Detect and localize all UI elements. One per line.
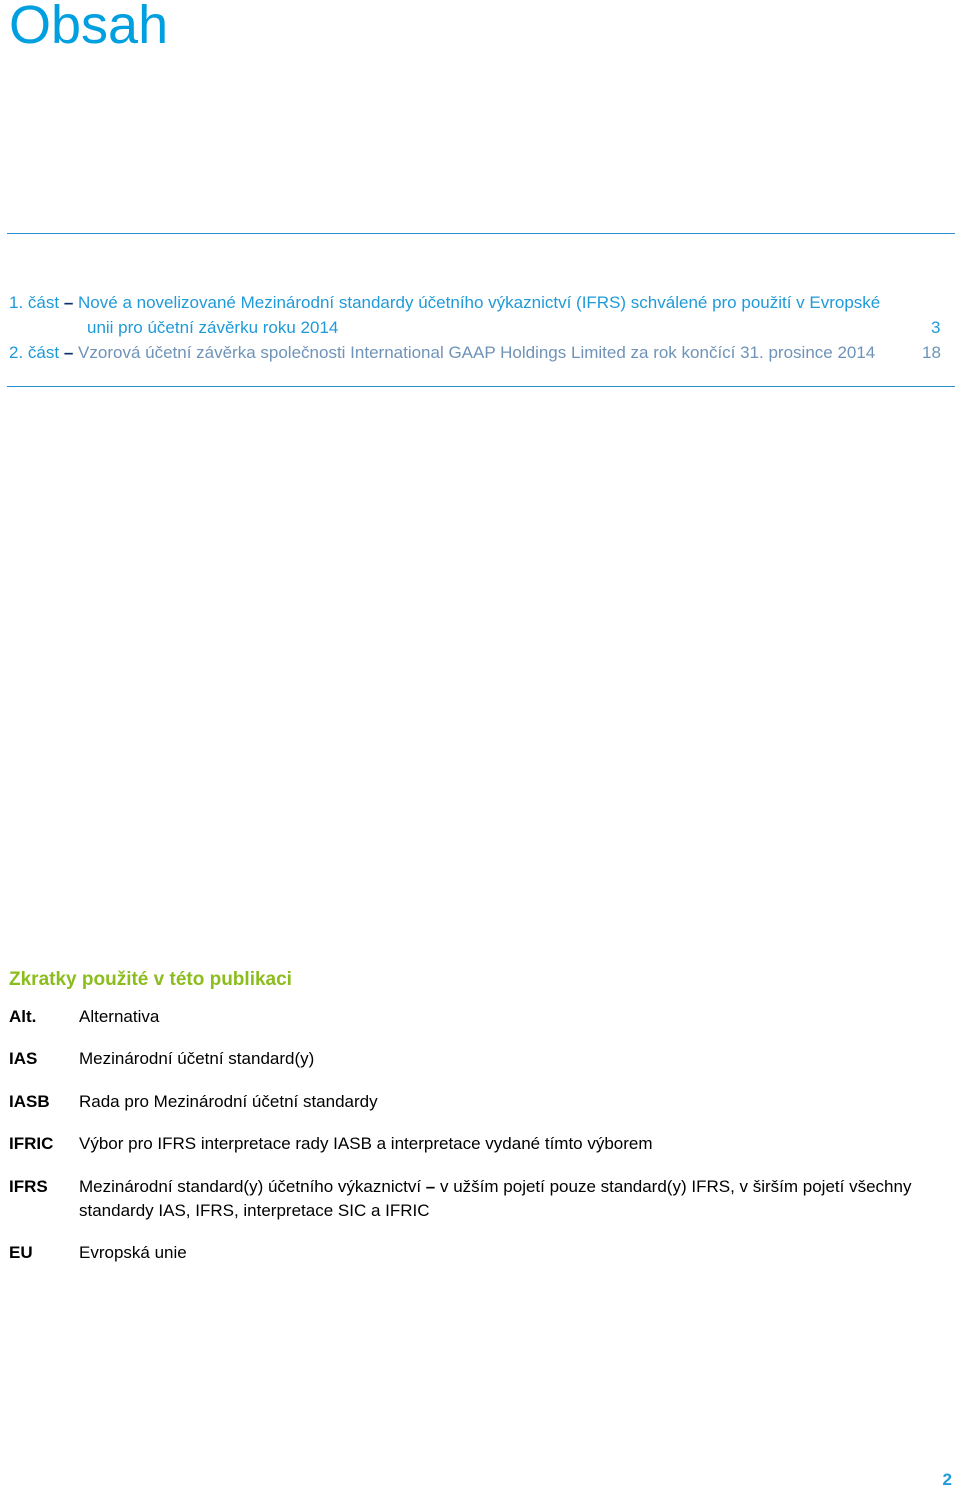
toc-entry-1-dash: – [63,293,74,312]
toc-top-divider [7,233,955,234]
abbr-definition-alt: Alternativa [79,1007,160,1026]
abbr-definition-ifrs-part2: v užším pojetí pouze standard(y) IFRS, v širším pojetí všechny [440,1177,912,1196]
toc-entry-2-title: Vzorová účetní závěrka společnosti International GAAP Holdings Limited za rok končící 31. prosince 2014 [78,343,876,362]
abbr-term-ias: IAS [9,1049,38,1068]
abbr-definition-ias: Mezinárodní účetní standard(y) [79,1049,315,1068]
toc-entry-2-dash: – [63,343,74,362]
toc-entry-2-number: 2. část [9,343,60,362]
abbr-definition-ifrs-line2: standardy IAS, IFRS, interpretace SIC a IFRIC [79,1201,430,1220]
abbr-term-eu: EU [9,1243,33,1262]
abbr-definition-ifrs-dash: – [425,1177,436,1196]
abbr-definition-ifric: Výbor pro IFRS interpretace rady IASB a interpretace vydané tímto výborem [79,1134,653,1153]
abbr-definition-ifrs [79,1175,954,1223]
toc-entry-1-title-line2: unii pro účetní závěrku roku 2014 [87,318,339,337]
abbr-term-ifrs: IFRS [9,1177,48,1196]
abbr-term-alt: Alt. [9,1007,37,1026]
toc-entry-1[interactable] [9,293,880,313]
abbr-definition-iasb: Rada pro Mezinárodní účetní standardy [79,1092,378,1111]
abbr-definition-ifrs-part1: Mezinárodní standard(y) účetního výkaznictví [79,1177,422,1196]
abbr-term-ifric: IFRIC [9,1134,54,1153]
toc-entry-1-page[interactable]: 3 [931,318,941,337]
abbr-definition-eu: Evropská unie [79,1243,187,1262]
toc-entry-1-number: 1. část [9,293,60,312]
page-number: 2 [942,1470,952,1489]
page-title: Obsah [9,0,169,55]
abbreviations-heading: Zkratky použité v této publikaci [9,969,292,990]
toc-entry-1-continuation[interactable] [87,318,338,338]
abbr-term-iasb: IASB [9,1092,50,1111]
toc-entry-1-title: Nové a novelizované Mezinárodní standardy účetního výkaznictví (IFRS) schválené pro použití v Evropské [78,293,881,312]
toc-entry-2-page[interactable]: 18 [922,343,941,362]
toc-bottom-divider [7,386,955,387]
toc-entry-2[interactable] [9,343,875,363]
